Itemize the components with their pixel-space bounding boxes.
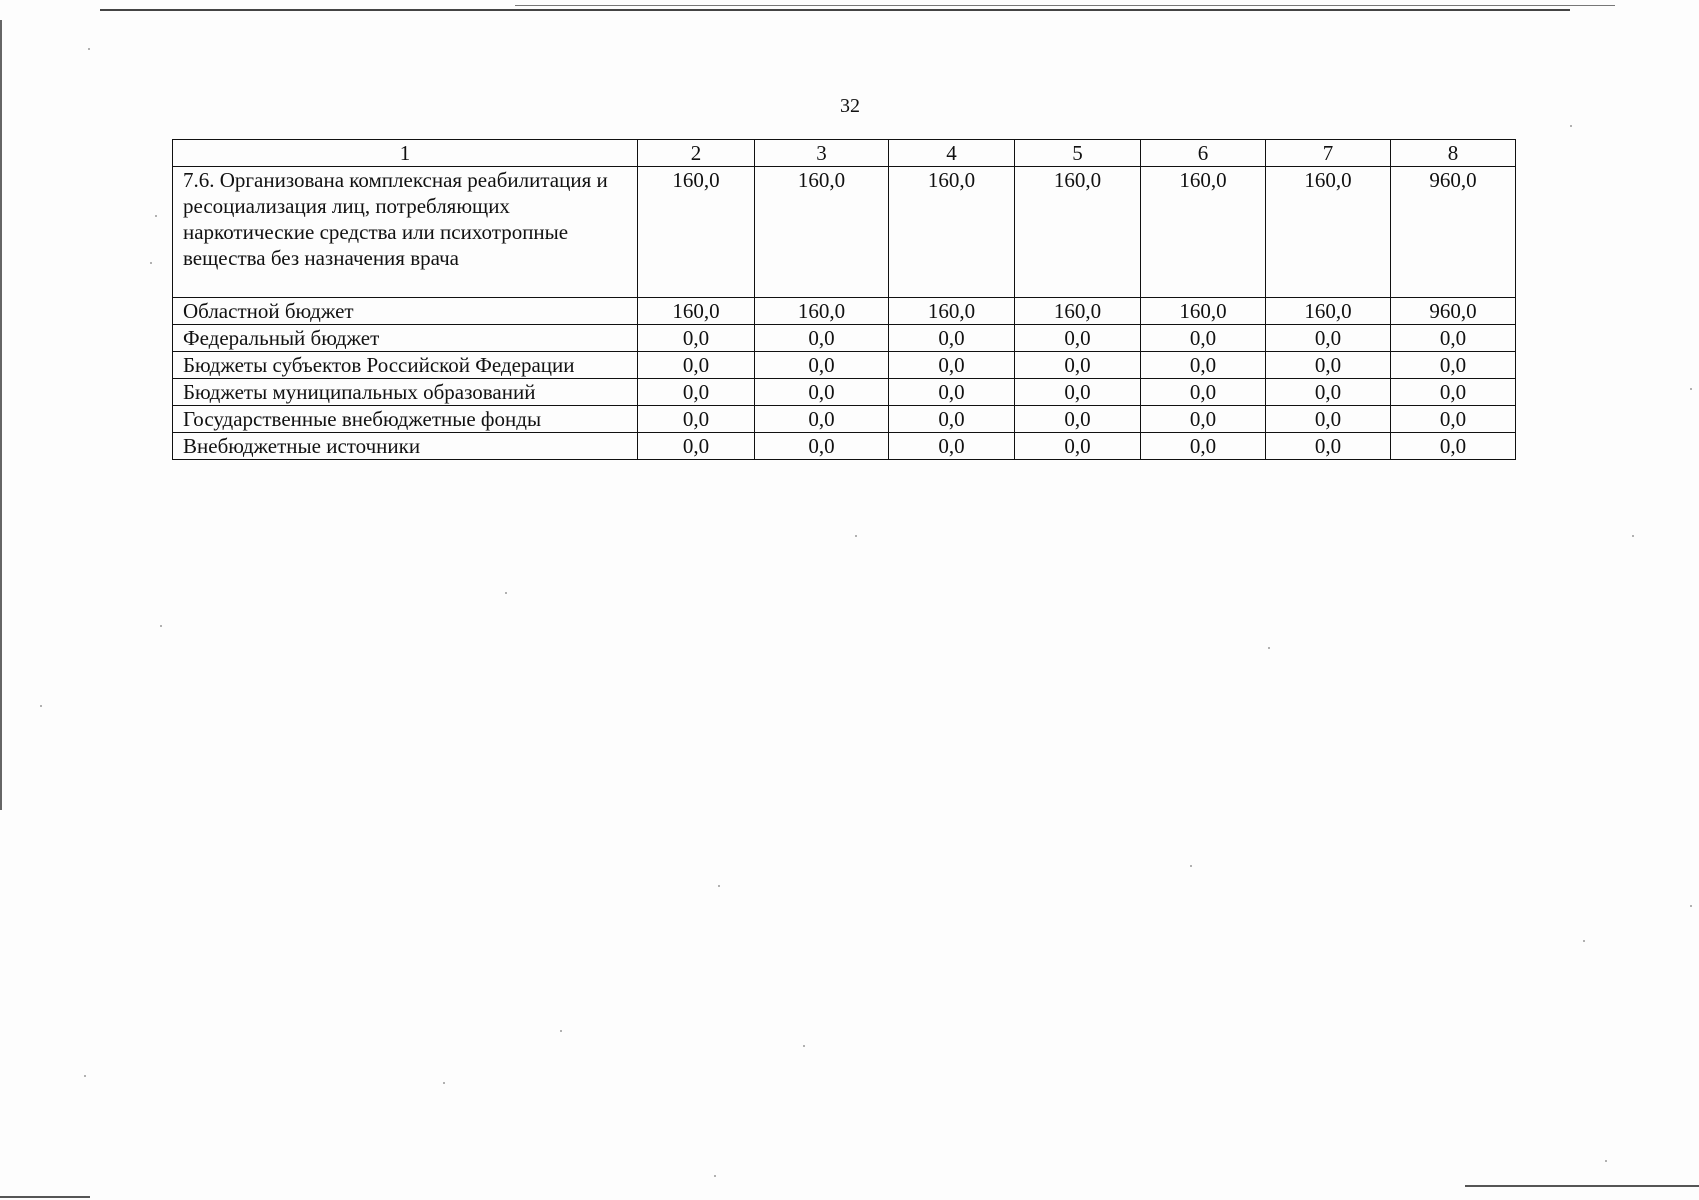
cell-value: 0,0 [638, 352, 755, 379]
cell-value: 0,0 [1015, 325, 1141, 352]
cell-value: 160,0 [755, 298, 889, 325]
cell-value: 0,0 [638, 406, 755, 433]
row-label: Бюджеты субъектов Российской Федерации [173, 352, 638, 379]
cell-value: 160,0 [889, 298, 1015, 325]
cell-value: 0,0 [638, 379, 755, 406]
column-number: 5 [1015, 140, 1141, 167]
cell-value: 0,0 [755, 433, 889, 460]
cell-value: 0,0 [1015, 433, 1141, 460]
scan-speck [505, 592, 507, 594]
cell-value: 160,0 [1266, 298, 1391, 325]
cell-value: 160,0 [1141, 298, 1266, 325]
cell-value: 0,0 [1141, 406, 1266, 433]
column-number: 2 [638, 140, 755, 167]
scan-speck [160, 625, 162, 627]
row-label: Государственные внебюджетные фонды [173, 406, 638, 433]
cell-value: 0,0 [755, 379, 889, 406]
scan-speck [1632, 535, 1634, 537]
cell-value: 0,0 [1266, 406, 1391, 433]
scan-speck [1268, 647, 1270, 649]
scan-speck [150, 262, 152, 264]
cell-value: 0,0 [1266, 352, 1391, 379]
cell-value: 160,0 [1015, 298, 1141, 325]
column-number: 6 [1141, 140, 1266, 167]
cell-value: 0,0 [1391, 433, 1516, 460]
table-row [173, 406, 1516, 433]
scan-border-top-thin [515, 5, 1615, 6]
column-number: 1 [173, 140, 638, 167]
row-label: 7.6. Организована комплексная реабилитация и ресоциализация лиц, потребляющих наркотические средства или психотропные вещества без назначения врача [173, 167, 638, 298]
cell-value: 0,0 [1266, 433, 1391, 460]
budget-table [172, 139, 1516, 460]
scan-speck [1690, 388, 1692, 390]
scan-speck [84, 1075, 86, 1077]
cell-value: 160,0 [1141, 167, 1266, 298]
cell-value: 0,0 [1015, 406, 1141, 433]
cell-value: 0,0 [1266, 379, 1391, 406]
cell-value: 960,0 [1391, 298, 1516, 325]
table-row [173, 352, 1516, 379]
cell-value: 0,0 [1141, 433, 1266, 460]
cell-value: 160,0 [1266, 167, 1391, 298]
cell-value: 0,0 [1141, 325, 1266, 352]
table-row [173, 167, 1516, 298]
cell-value: 0,0 [1141, 379, 1266, 406]
cell-value: 0,0 [1015, 352, 1141, 379]
cell-value: 0,0 [1391, 379, 1516, 406]
cell-value: 160,0 [638, 167, 755, 298]
cell-value: 0,0 [1391, 406, 1516, 433]
row-label: Бюджеты муниципальных образований [173, 379, 638, 406]
scan-speck [855, 535, 857, 537]
scan-speck [443, 1082, 445, 1084]
cell-value: 0,0 [638, 325, 755, 352]
scan-border-bottom-right [1465, 1185, 1699, 1187]
cell-value: 0,0 [889, 352, 1015, 379]
cell-value: 0,0 [638, 433, 755, 460]
column-number: 7 [1266, 140, 1391, 167]
cell-value: 0,0 [755, 325, 889, 352]
cell-value: 160,0 [638, 298, 755, 325]
scan-speck [155, 215, 157, 217]
cell-value: 0,0 [755, 406, 889, 433]
cell-value: 0,0 [755, 352, 889, 379]
table-row [173, 379, 1516, 406]
scan-speck [1583, 940, 1585, 942]
table-header-row [173, 140, 1516, 167]
table-row [173, 325, 1516, 352]
row-label: Областной бюджет [173, 298, 638, 325]
row-label: Федеральный бюджет [173, 325, 638, 352]
page-number: 32 [840, 95, 860, 117]
scan-speck [560, 1030, 562, 1032]
scan-border-left [0, 20, 2, 810]
scan-speck [1690, 905, 1692, 907]
cell-value: 960,0 [1391, 167, 1516, 298]
scan-speck [803, 1045, 805, 1047]
scan-speck [40, 705, 42, 707]
cell-value: 0,0 [1141, 352, 1266, 379]
scan-border-bottom-left [0, 1196, 90, 1198]
scan-border-top [100, 9, 1570, 11]
cell-value: 160,0 [889, 167, 1015, 298]
row-label: Внебюджетные источники [173, 433, 638, 460]
cell-value: 160,0 [1015, 167, 1141, 298]
scan-speck [718, 885, 720, 887]
scan-speck [1570, 125, 1572, 127]
cell-value: 0,0 [889, 406, 1015, 433]
column-number: 8 [1391, 140, 1516, 167]
table-row [173, 433, 1516, 460]
cell-value: 0,0 [1391, 325, 1516, 352]
cell-value: 0,0 [1266, 325, 1391, 352]
table-row [173, 298, 1516, 325]
scan-speck [88, 48, 90, 50]
scan-speck [1190, 865, 1192, 867]
cell-value: 0,0 [889, 433, 1015, 460]
cell-value: 160,0 [755, 167, 889, 298]
cell-value: 0,0 [1391, 352, 1516, 379]
cell-value: 0,0 [889, 325, 1015, 352]
scan-speck [714, 1175, 716, 1177]
column-number: 4 [889, 140, 1015, 167]
cell-value: 0,0 [889, 379, 1015, 406]
column-number: 3 [755, 140, 889, 167]
cell-value: 0,0 [1015, 379, 1141, 406]
scan-speck [1605, 1160, 1607, 1162]
